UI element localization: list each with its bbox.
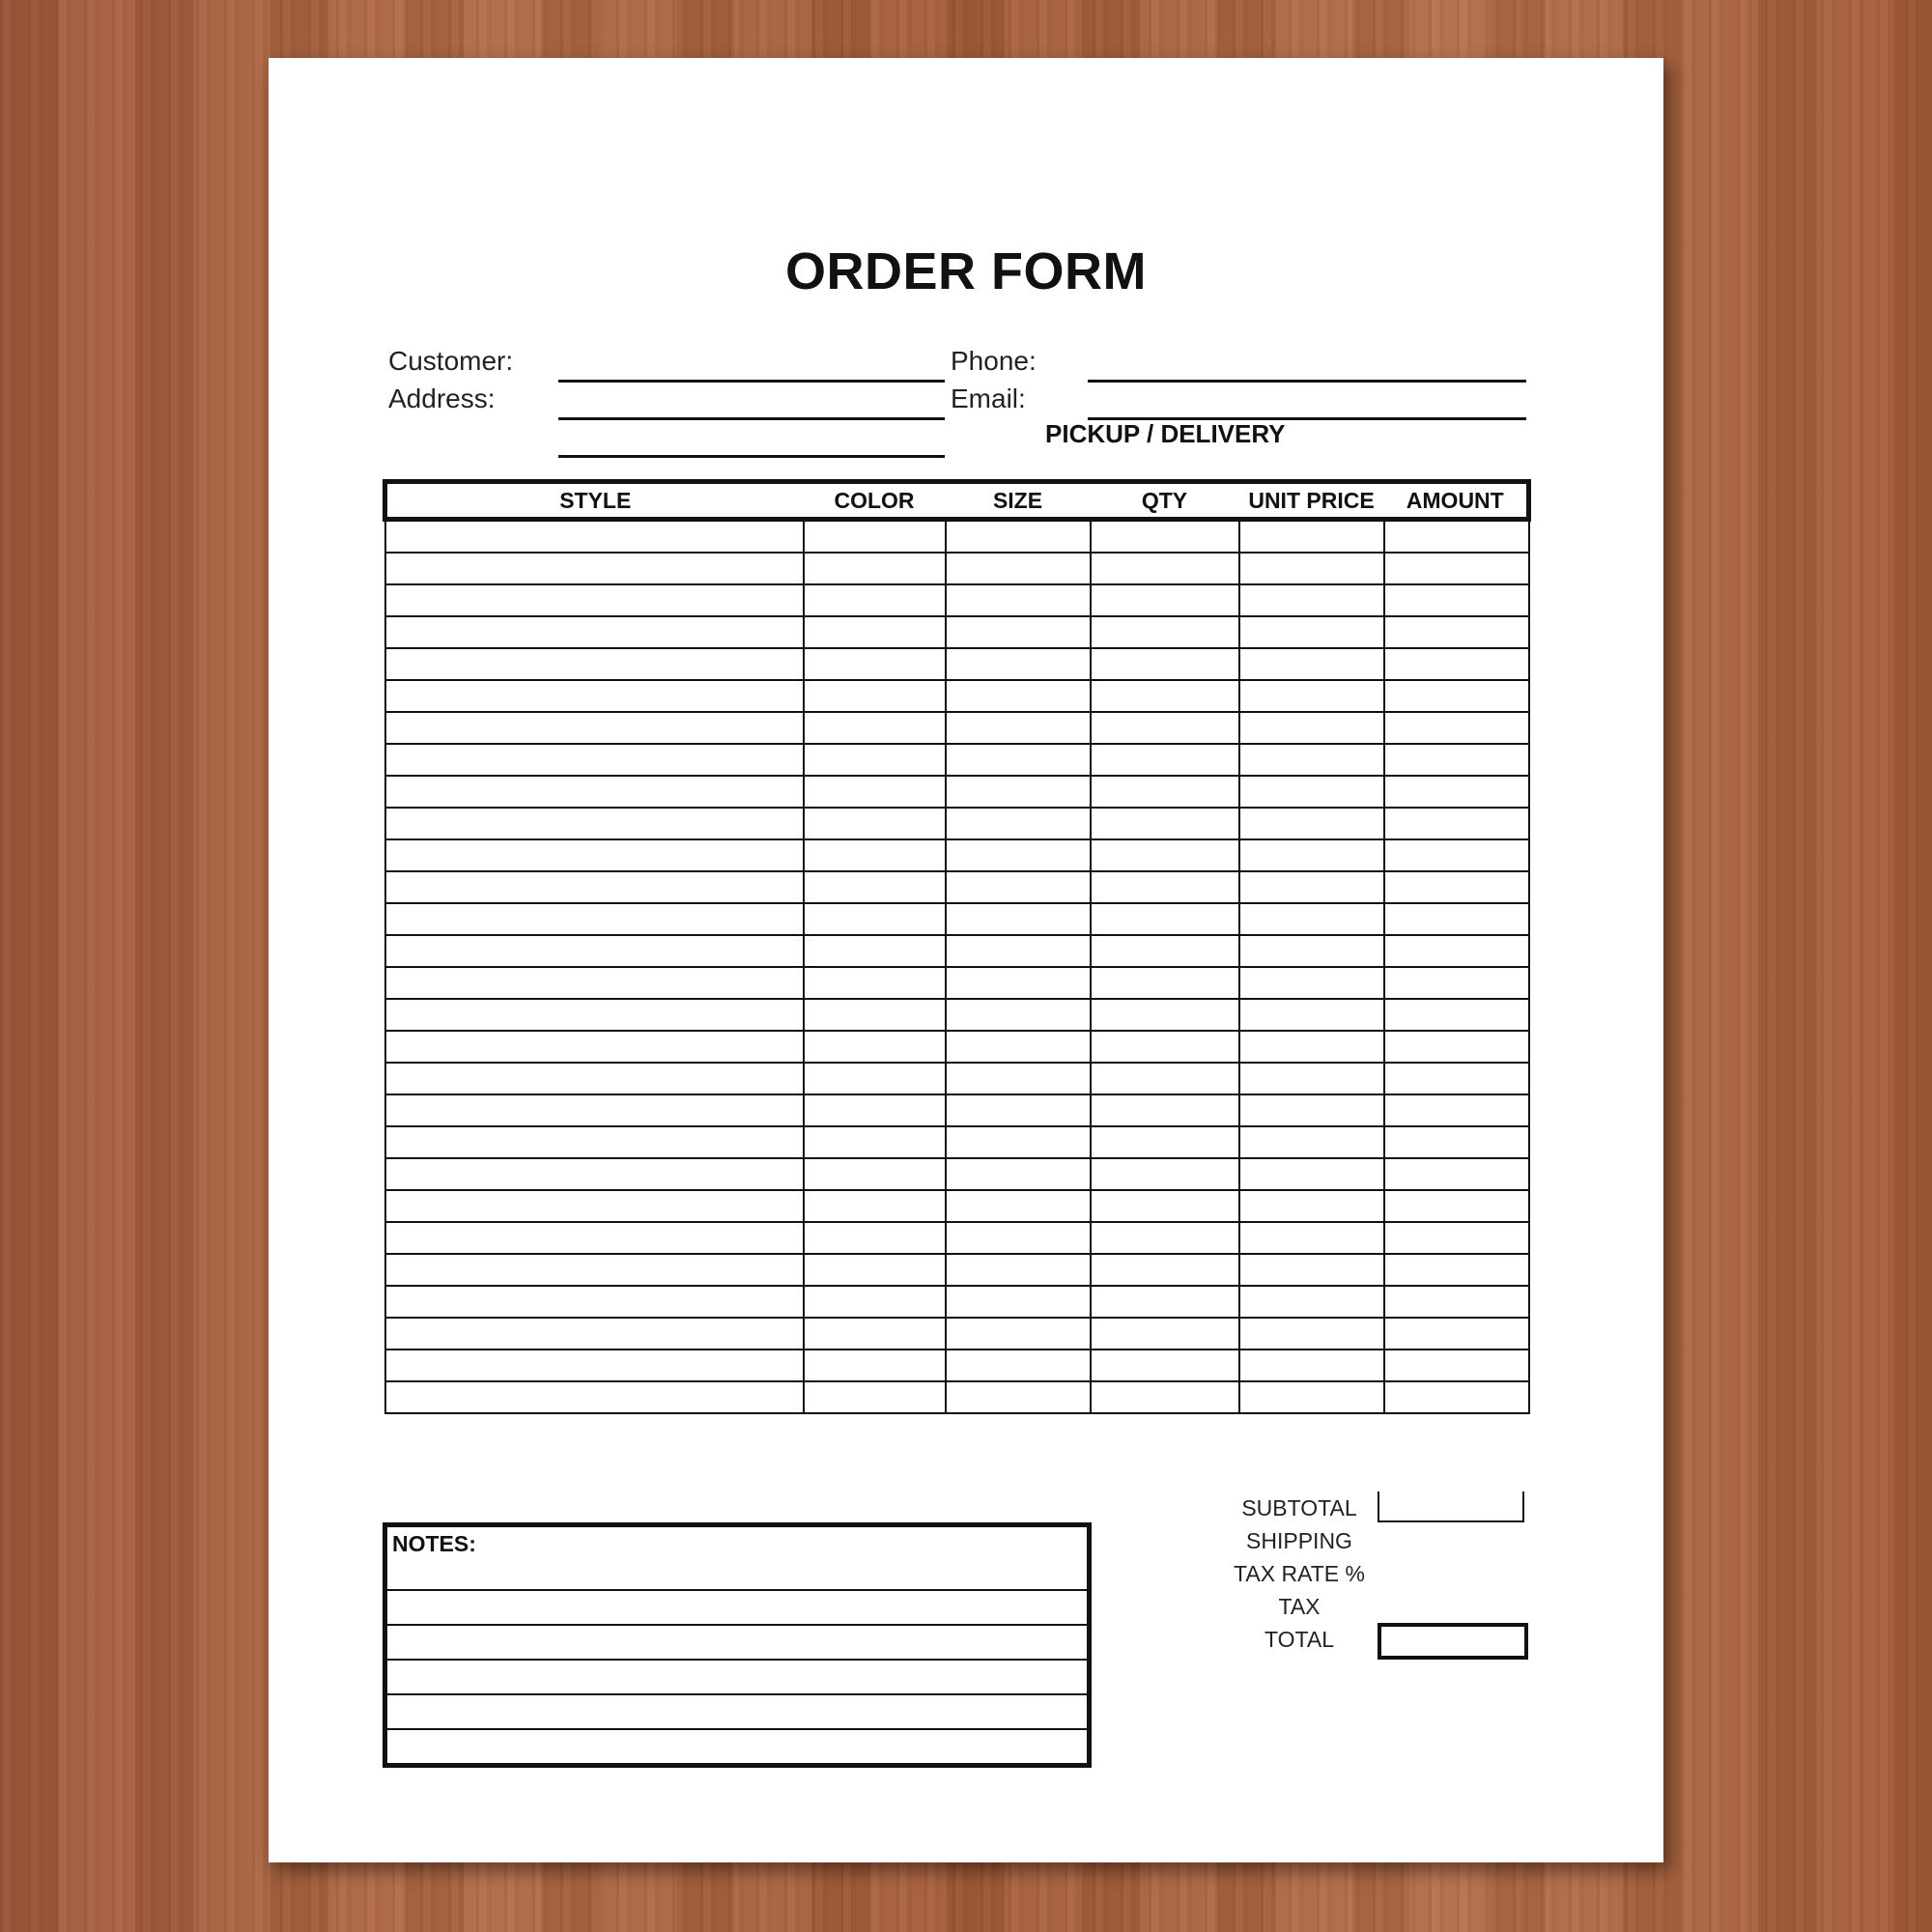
- table-cell[interactable]: [1239, 680, 1384, 712]
- table-cell[interactable]: [1091, 1126, 1239, 1158]
- table-cell[interactable]: [1239, 1126, 1384, 1158]
- column-header-amount: AMOUNT: [1384, 482, 1529, 520]
- table-cell[interactable]: [946, 903, 1091, 935]
- table-cell[interactable]: [946, 808, 1091, 839]
- table-cell[interactable]: [1384, 1286, 1529, 1318]
- table-cell[interactable]: [385, 648, 804, 680]
- table-cell[interactable]: [1239, 839, 1384, 871]
- table-cell[interactable]: [946, 1222, 1091, 1254]
- address-label: Address:: [388, 384, 496, 413]
- notes-line[interactable]: [387, 1626, 1087, 1661]
- table-cell[interactable]: [1384, 520, 1529, 554]
- table-cell[interactable]: [1384, 1158, 1529, 1190]
- table-row: [385, 871, 1529, 903]
- table-cell[interactable]: [1239, 935, 1384, 967]
- table-cell[interactable]: [946, 584, 1091, 616]
- table-cell[interactable]: [1239, 712, 1384, 744]
- table-cell[interactable]: [946, 999, 1091, 1031]
- table-cell[interactable]: [385, 712, 804, 744]
- table-row: [385, 999, 1529, 1031]
- table-row: [385, 553, 1529, 584]
- table-cell[interactable]: [804, 1158, 946, 1190]
- total-label: TOTAL: [1264, 1627, 1334, 1652]
- table-row: [385, 648, 1529, 680]
- table-cell[interactable]: [385, 1286, 804, 1318]
- pickup-delivery-option[interactable]: PICKUP / DELIVERY: [1045, 419, 1286, 448]
- table-cell[interactable]: [946, 553, 1091, 584]
- table-cell[interactable]: [804, 648, 946, 680]
- table-cell[interactable]: [1239, 616, 1384, 648]
- table-cell[interactable]: [1384, 616, 1529, 648]
- table-cell[interactable]: [1239, 1158, 1384, 1190]
- table-cell[interactable]: [1384, 680, 1529, 712]
- table-cell[interactable]: [1239, 871, 1384, 903]
- table-cell[interactable]: [1091, 712, 1239, 744]
- table-cell[interactable]: [1091, 520, 1239, 554]
- table-row: [385, 1063, 1529, 1094]
- table-cell[interactable]: [804, 1126, 946, 1158]
- table-cell[interactable]: [1091, 903, 1239, 935]
- items-table: [383, 479, 1531, 1414]
- table-cell[interactable]: [1239, 744, 1384, 776]
- table-cell[interactable]: [804, 520, 946, 554]
- table-cell[interactable]: [1384, 712, 1529, 744]
- table-cell[interactable]: [1239, 1254, 1384, 1286]
- table-cell[interactable]: [1384, 744, 1529, 776]
- table-cell[interactable]: [1091, 616, 1239, 648]
- table-cell[interactable]: [804, 1254, 946, 1286]
- table-row: [385, 776, 1529, 808]
- table-cell[interactable]: [385, 520, 804, 554]
- table-cell[interactable]: [385, 1190, 804, 1222]
- shipping-label: SHIPPING: [1246, 1528, 1352, 1553]
- table-cell[interactable]: [385, 776, 804, 808]
- tax-label: TAX: [1278, 1594, 1321, 1619]
- table-cell[interactable]: [1384, 1222, 1529, 1254]
- table-cell[interactable]: [1384, 1094, 1529, 1126]
- table-cell[interactable]: [1091, 584, 1239, 616]
- totals-block: [1227, 1492, 1526, 1656]
- table-cell[interactable]: [385, 1126, 804, 1158]
- table-row: [385, 1126, 1529, 1158]
- table-cell[interactable]: [385, 999, 804, 1031]
- table-cell[interactable]: [946, 744, 1091, 776]
- table-row: [385, 584, 1529, 616]
- table-body: [385, 520, 1529, 1414]
- table-cell[interactable]: [1384, 1318, 1529, 1350]
- table-row: [385, 1286, 1529, 1318]
- notes-lines: [387, 1591, 1087, 1763]
- notes-label: NOTES:: [387, 1527, 1087, 1591]
- table-cell[interactable]: [804, 1381, 946, 1413]
- column-header-size: SIZE: [946, 482, 1091, 520]
- table-cell[interactable]: [804, 1318, 946, 1350]
- table-cell[interactable]: [804, 744, 946, 776]
- table-cell[interactable]: [946, 520, 1091, 554]
- table-cell[interactable]: [1091, 935, 1239, 967]
- page-title: ORDER FORM: [785, 242, 1147, 300]
- tax-rate-row: [1227, 1557, 1526, 1590]
- table-cell[interactable]: [804, 712, 946, 744]
- table-cell[interactable]: [1239, 1381, 1384, 1413]
- table-cell[interactable]: [946, 1190, 1091, 1222]
- table-row: [385, 744, 1529, 776]
- table-cell[interactable]: [946, 1094, 1091, 1126]
- table-cell[interactable]: [804, 680, 946, 712]
- table-cell[interactable]: [1091, 967, 1239, 999]
- table-cell[interactable]: [804, 1031, 946, 1063]
- email-label: Email:: [951, 384, 1026, 413]
- table-cell[interactable]: [1239, 1318, 1384, 1350]
- table-row: [385, 520, 1529, 554]
- table-cell[interactable]: [804, 1190, 946, 1222]
- table-cell[interactable]: [385, 616, 804, 648]
- table-cell[interactable]: [1384, 935, 1529, 967]
- table-cell[interactable]: [804, 839, 946, 871]
- table-cell[interactable]: [385, 584, 804, 616]
- notes-line[interactable]: [387, 1591, 1087, 1626]
- table-cell[interactable]: [1091, 1286, 1239, 1318]
- table-cell[interactable]: [804, 808, 946, 839]
- table-row: [385, 1350, 1529, 1381]
- address-field-line-2[interactable]: [558, 455, 945, 458]
- table-row: [385, 808, 1529, 839]
- table-cell[interactable]: [1091, 1318, 1239, 1350]
- order-form-sheet: [269, 58, 1663, 1862]
- table-cell[interactable]: [946, 776, 1091, 808]
- table-row: [385, 712, 1529, 744]
- notes-line[interactable]: [387, 1661, 1087, 1695]
- table-cell[interactable]: [804, 967, 946, 999]
- table-cell[interactable]: [385, 680, 804, 712]
- column-header-color: COLOR: [804, 482, 946, 520]
- table-cell[interactable]: [946, 1254, 1091, 1286]
- table-cell[interactable]: [1091, 839, 1239, 871]
- table-cell[interactable]: [946, 839, 1091, 871]
- customer-label: Customer:: [388, 346, 514, 376]
- table-cell[interactable]: [946, 871, 1091, 903]
- table-row: [385, 935, 1529, 967]
- table-cell[interactable]: [1091, 1158, 1239, 1190]
- table-cell[interactable]: [946, 1318, 1091, 1350]
- table-cell[interactable]: [1384, 1381, 1529, 1413]
- table-cell[interactable]: [1384, 1350, 1529, 1381]
- table-cell[interactable]: [804, 1222, 946, 1254]
- table-cell[interactable]: [1091, 1350, 1239, 1381]
- table-cell[interactable]: [385, 1094, 804, 1126]
- subtotal-row: [1227, 1492, 1526, 1524]
- table-cell[interactable]: [1091, 1094, 1239, 1126]
- table-row: [385, 1158, 1529, 1190]
- table-cell[interactable]: [385, 903, 804, 935]
- table-cell[interactable]: [385, 553, 804, 584]
- table-cell[interactable]: [1384, 903, 1529, 935]
- total-row: [1227, 1623, 1526, 1656]
- table-cell[interactable]: [1239, 648, 1384, 680]
- table-cell[interactable]: [1384, 1126, 1529, 1158]
- table-cell[interactable]: [804, 584, 946, 616]
- table-cell[interactable]: [1384, 584, 1529, 616]
- table-cell[interactable]: [1239, 1190, 1384, 1222]
- table-cell[interactable]: [804, 1063, 946, 1094]
- table-cell[interactable]: [1384, 776, 1529, 808]
- table-row: [385, 1190, 1529, 1222]
- table-header-row: [385, 482, 1529, 520]
- subtotal-label: SUBTOTAL: [1241, 1495, 1357, 1520]
- shipping-row: [1227, 1524, 1526, 1557]
- table-cell[interactable]: [1091, 871, 1239, 903]
- notes-line[interactable]: [387, 1730, 1087, 1763]
- table-cell[interactable]: [1091, 553, 1239, 584]
- table-cell[interactable]: [385, 1318, 804, 1350]
- table-row: [385, 680, 1529, 712]
- table-cell[interactable]: [946, 680, 1091, 712]
- notes-box[interactable]: [383, 1522, 1092, 1768]
- table-cell[interactable]: [385, 1222, 804, 1254]
- table-row: [385, 1381, 1529, 1413]
- table-cell[interactable]: [1239, 808, 1384, 839]
- table-row: [385, 1318, 1529, 1350]
- table-cell[interactable]: [946, 1063, 1091, 1094]
- customer-field[interactable]: [558, 380, 945, 383]
- table-cell[interactable]: [385, 1031, 804, 1063]
- table-row: [385, 616, 1529, 648]
- table-cell[interactable]: [946, 1381, 1091, 1413]
- table-cell[interactable]: [1091, 744, 1239, 776]
- table-cell[interactable]: [946, 1031, 1091, 1063]
- table-row: [385, 1222, 1529, 1254]
- table-cell[interactable]: [385, 1063, 804, 1094]
- table-cell[interactable]: [1239, 1350, 1384, 1381]
- table-row: [385, 1254, 1529, 1286]
- table-cell[interactable]: [1239, 584, 1384, 616]
- table-cell[interactable]: [946, 648, 1091, 680]
- table-cell[interactable]: [385, 1381, 804, 1413]
- table-cell[interactable]: [1384, 999, 1529, 1031]
- table-cell[interactable]: [1091, 1254, 1239, 1286]
- table-cell[interactable]: [1239, 967, 1384, 999]
- table-cell[interactable]: [1384, 553, 1529, 584]
- table-cell[interactable]: [1384, 1190, 1529, 1222]
- table-cell[interactable]: [385, 871, 804, 903]
- table-cell[interactable]: [804, 871, 946, 903]
- table-cell[interactable]: [946, 967, 1091, 999]
- table-cell[interactable]: [1384, 648, 1529, 680]
- table-cell[interactable]: [946, 935, 1091, 967]
- table-cell[interactable]: [1384, 967, 1529, 999]
- table-cell[interactable]: [385, 1254, 804, 1286]
- table-cell[interactable]: [385, 1158, 804, 1190]
- tax-row: [1227, 1590, 1526, 1623]
- table-cell[interactable]: [946, 1126, 1091, 1158]
- table-cell[interactable]: [804, 999, 946, 1031]
- table-cell[interactable]: [1239, 1222, 1384, 1254]
- notes-line[interactable]: [387, 1695, 1087, 1730]
- table-cell[interactable]: [804, 776, 946, 808]
- table-cell[interactable]: [804, 616, 946, 648]
- table-cell[interactable]: [1091, 1031, 1239, 1063]
- table-cell[interactable]: [946, 1158, 1091, 1190]
- table-cell[interactable]: [1384, 839, 1529, 871]
- table-cell[interactable]: [1239, 903, 1384, 935]
- table-cell[interactable]: [1091, 1381, 1239, 1413]
- table-cell[interactable]: [1384, 808, 1529, 839]
- table-cell[interactable]: [804, 935, 946, 967]
- column-header-style: STYLE: [385, 482, 804, 520]
- phone-label: Phone:: [951, 346, 1037, 376]
- table-cell[interactable]: [1239, 1031, 1384, 1063]
- address-field-line-1[interactable]: [558, 417, 945, 420]
- table-cell[interactable]: [804, 903, 946, 935]
- table-row: [385, 1031, 1529, 1063]
- table-cell[interactable]: [1239, 776, 1384, 808]
- column-header-unit-price: UNIT PRICE: [1239, 482, 1384, 520]
- table-cell[interactable]: [946, 712, 1091, 744]
- column-header-qty: QTY: [1091, 482, 1239, 520]
- table-cell[interactable]: [1091, 648, 1239, 680]
- table-cell[interactable]: [385, 1350, 804, 1381]
- table-cell[interactable]: [1091, 680, 1239, 712]
- table-cell[interactable]: [1384, 1254, 1529, 1286]
- table-cell[interactable]: [1239, 1063, 1384, 1094]
- table-cell[interactable]: [385, 839, 804, 871]
- table-cell[interactable]: [1384, 1031, 1529, 1063]
- table-cell[interactable]: [1384, 871, 1529, 903]
- table-cell[interactable]: [1091, 1190, 1239, 1222]
- table-cell[interactable]: [1091, 1063, 1239, 1094]
- table-cell[interactable]: [385, 744, 804, 776]
- table-cell[interactable]: [1239, 999, 1384, 1031]
- table-cell[interactable]: [804, 1350, 946, 1381]
- table-row: [385, 1094, 1529, 1126]
- table-cell[interactable]: [946, 1350, 1091, 1381]
- table-cell[interactable]: [1239, 520, 1384, 554]
- table-cell[interactable]: [385, 967, 804, 999]
- tax-rate-label: TAX RATE %: [1234, 1561, 1365, 1586]
- table-cell[interactable]: [385, 935, 804, 967]
- table-cell[interactable]: [1091, 776, 1239, 808]
- table-cell[interactable]: [385, 808, 804, 839]
- table-cell[interactable]: [946, 616, 1091, 648]
- phone-field[interactable]: [1088, 380, 1526, 383]
- table-cell[interactable]: [1239, 1286, 1384, 1318]
- table-cell[interactable]: [1091, 808, 1239, 839]
- table-cell[interactable]: [1239, 553, 1384, 584]
- table-cell[interactable]: [804, 1286, 946, 1318]
- table-row: [385, 839, 1529, 871]
- subtotal-field[interactable]: [1378, 1492, 1524, 1522]
- total-field[interactable]: [1378, 1623, 1528, 1660]
- table-cell[interactable]: [1239, 1094, 1384, 1126]
- table-cell[interactable]: [946, 1286, 1091, 1318]
- table-cell[interactable]: [1091, 1222, 1239, 1254]
- table-cell[interactable]: [804, 553, 946, 584]
- table-cell[interactable]: [1384, 1063, 1529, 1094]
- table-row: [385, 903, 1529, 935]
- table-cell[interactable]: [804, 1094, 946, 1126]
- table-cell[interactable]: [1091, 999, 1239, 1031]
- table-row: [385, 967, 1529, 999]
